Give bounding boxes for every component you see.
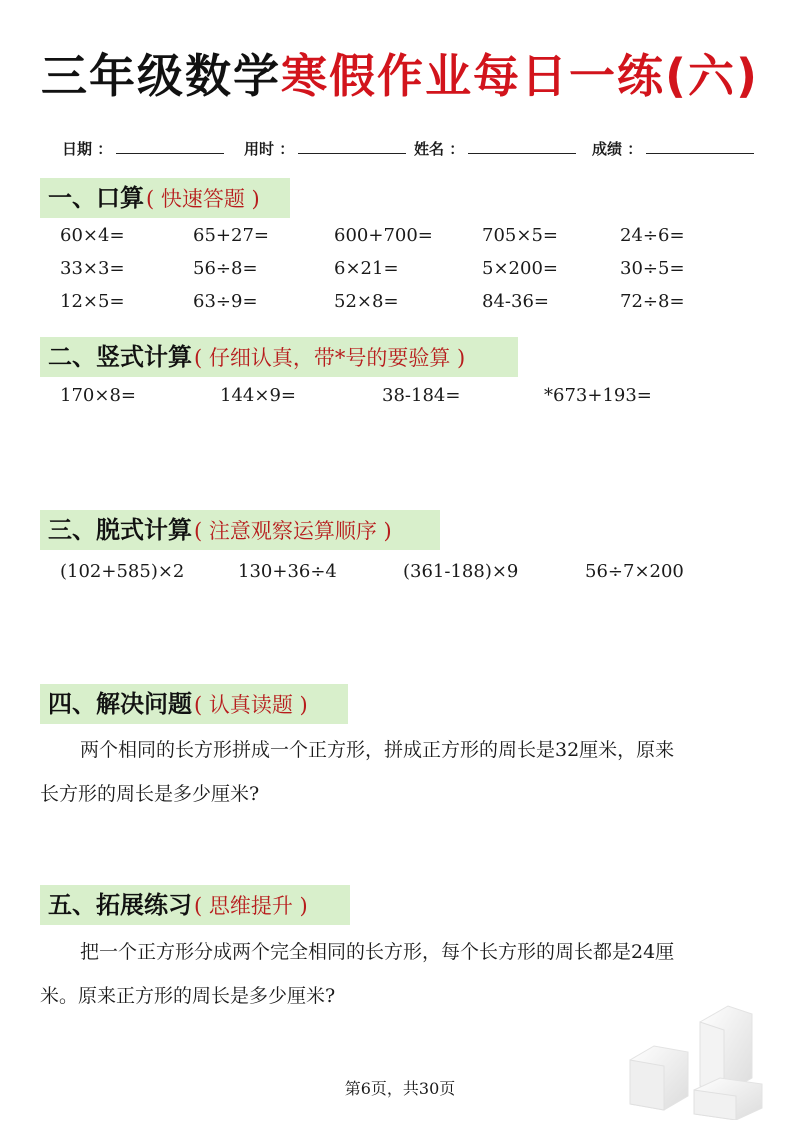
name-field	[414, 138, 576, 159]
section-oral-calc-heading	[40, 178, 290, 218]
student-info-row	[62, 138, 762, 162]
oral-problem: 72÷8=	[620, 291, 685, 312]
time-field	[244, 138, 406, 159]
section-extension-heading	[40, 885, 350, 925]
vertical-problem: *673+193=	[544, 385, 652, 406]
oral-problem: 65+27=	[193, 225, 269, 246]
section-vertical-calc-heading	[40, 337, 518, 377]
problem-line: 长方形的周长是多少厘米?	[40, 783, 260, 805]
vertical-problem: 144×9=	[220, 385, 296, 406]
date-label: 日期 ：	[62, 140, 113, 158]
date-field	[62, 138, 224, 159]
score-label: 成绩 ：	[592, 140, 643, 158]
stepwise-problem: (102+585)×2	[60, 561, 185, 582]
problem-line: 两个相同的长方形拼成一个正方形，拼成正方形的周长是32厘米，原来	[80, 739, 675, 761]
oral-problem: 84-36=	[482, 291, 549, 312]
name-blank[interactable]	[468, 139, 576, 154]
section-note: ( 快速答题 )	[146, 187, 260, 211]
oral-problem: 12×5=	[60, 291, 125, 312]
name-label: 姓名 ：	[414, 140, 465, 158]
section-stepwise-calc-heading	[40, 510, 440, 550]
stepwise-problem: 130+36÷4	[238, 561, 337, 582]
oral-problem: 6×21=	[334, 258, 399, 279]
vertical-problem: 38-184=	[382, 385, 461, 406]
oral-problem: 705×5=	[482, 225, 558, 246]
section-title: 二、竖式计算	[48, 343, 192, 371]
oral-problem: 33×3=	[60, 258, 125, 279]
time-label: 用时 ：	[244, 140, 295, 158]
oral-problem: 24÷6=	[620, 225, 685, 246]
section-note: ( 思维提升 )	[194, 894, 308, 918]
section-title: 四、解决问题	[48, 690, 192, 718]
section-word-problem-heading	[40, 684, 348, 724]
oral-problem: 30÷5=	[620, 258, 685, 279]
stepwise-problem: 56÷7×200	[585, 561, 684, 582]
vertical-problem: 170×8=	[60, 385, 136, 406]
problem-line: 米。原来正方形的周长是多少厘米?	[40, 985, 336, 1007]
title-assignment: 寒假作业每日一练(六)	[280, 49, 760, 103]
stepwise-problem: (361-188)×9	[403, 561, 519, 582]
section-note: ( 注意观察运算顺序 )	[194, 519, 392, 543]
oral-problem: 56÷8=	[193, 258, 258, 279]
section-title: 五、拓展练习	[48, 891, 192, 919]
problem-line: 把一个正方形分成两个完全相同的长方形，每个长方形的周长都是24厘	[80, 941, 675, 963]
oral-problem: 5×200=	[482, 258, 558, 279]
decorative-blocks-image	[628, 1000, 768, 1120]
section-note: ( 仔细认真，带*号的要验算 )	[194, 346, 466, 370]
page-title	[0, 40, 800, 106]
oral-problem: 52×8=	[334, 291, 399, 312]
section-title: 一、口算	[48, 184, 144, 212]
score-blank[interactable]	[646, 139, 754, 154]
oral-problem: 63÷9=	[193, 291, 258, 312]
word-problem-text	[40, 728, 750, 816]
section-note: ( 认真读题 )	[194, 693, 308, 717]
oral-problem: 60×4=	[60, 225, 125, 246]
date-blank[interactable]	[116, 139, 224, 154]
section-title: 三、脱式计算	[48, 516, 192, 544]
score-field	[592, 138, 754, 159]
time-blank[interactable]	[298, 139, 406, 154]
oral-problem: 600+700=	[334, 225, 433, 246]
title-subject: 三年级数学	[40, 49, 281, 103]
page-number: 第6页，共30页	[344, 1079, 456, 1098]
